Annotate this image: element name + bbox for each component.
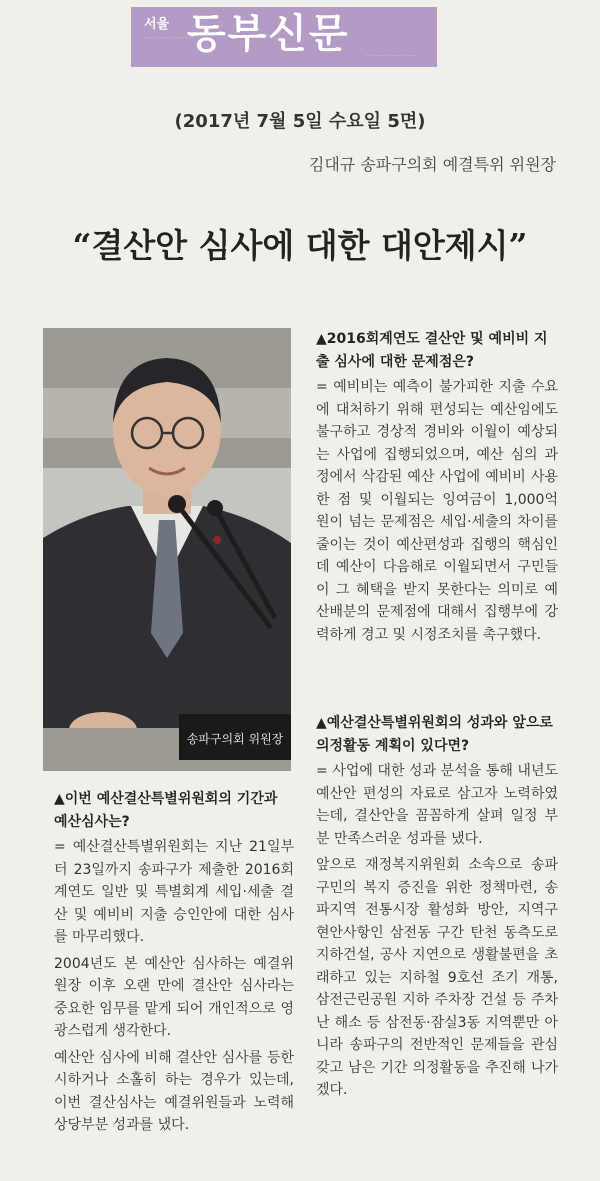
answer-1-paragraph-2: 2004년도 본 예산안 심사하는 예결위원장 이후 오랜 만에 결산안 심사라는 중요한 임무를 맡게 되어 개인적으로 영광스럽게 생각한다. xyxy=(54,955,294,1039)
masthead-tagline-decoration: · · · · · · · · · · · · · · · xyxy=(144,35,191,41)
answer-2-paragraph-1: = 예비비는 예측이 불가피한 지출 수요에 대처하기 위해 편성되는 예산임에도 불구하고 경상적 경비와 이월이 예상되는 사업에 집행되었으며, 예산 심의 과정에서 삭감된 예산 사업에 예비비 사용한 점 및 이월되는 잉여금이 1,000억 원이 넘는 문제점은 세입·세출의 차이를 줄이는 것이 예산편성과 집행의 핵심인데 예산이 다음해로 이월되면서 구민들이 그 혜택을 받지 못한다는 의미로 예산배분의 문제점에 대해서 집행부에 강력하게 경고 및 시정조치를 촉구했다. xyxy=(316,379,558,643)
answer-1-paragraph-1: = 예산결산특별위원회는 지난 21일부터 23일까지 송파구가 제출한 2016회계연도 일반 및 특별회계 세입·세출 결산 및 예비비 지출 승인안에 대한 심사를 마무리했다. xyxy=(54,839,294,945)
newspaper-masthead xyxy=(131,7,437,67)
answer-2 xyxy=(316,376,558,646)
question-3: ▲예산결산특별위원회의 성과와 앞으로 의정활동 계획이 있다면? xyxy=(316,715,553,754)
answer-3 xyxy=(316,760,558,1102)
nameplate-text: 송파구의회 위원장 xyxy=(186,732,284,746)
answer-3-paragraph-1: = 사업에 대한 성과 분석을 통해 내년도 예산안 편성의 자료로 삼고자 노력하였는데, 결산안을 꼼꼼하게 살펴 일정 부분 만족스러운 성과를 냈다. xyxy=(316,763,558,847)
byline: 김대규 송파구의회 예결특위 위원장 xyxy=(308,155,556,174)
masthead-footer-decoration: · · · · · · · · · · · · · · · · xyxy=(367,53,417,59)
headline: “결산안 심사에 대한 대안제시” xyxy=(72,226,528,265)
dateline: (2017년 7월 5일 수요일 5면) xyxy=(174,111,426,132)
masthead-title: 동부신문 xyxy=(187,11,350,57)
question-1: ▲이번 예산결산특별위원회의 기간과 예산심사는? xyxy=(54,791,278,830)
answer-3-paragraph-2: 앞으로 재정복지위원회 소속으로 송파구민의 복지 증진을 위한 정책마련, 송파지역 전통시장 활성화 방안, 지역구 현안사항인 삼전동 구간 탄천 동측도로 지하건설, 공사 지연으로 생활불편을 초래하고 있는 지하철 9호선 조기 개통, 삼전근린공원 지하 주차장 건설 등 주차난 해소 등 삼전동·잠실3동 지역뿐만 아니라 송파구의 전반적인 문제들을 관심 갖고 남은 기간 의정활동을 추진해 나가겠다. xyxy=(316,857,558,1098)
answer-1-paragraph-3: 예산안 심사에 비해 결산안 심사를 등한시하거나 소홀히 하는 경우가 있는데, 이번 결산심사는 예결위원들과 노력해 상당부분 성과를 냈다. xyxy=(54,1049,294,1133)
answer-1 xyxy=(54,836,294,1137)
question-2: ▲2016회계연도 결산안 및 예비비 지출 심사에 대한 문제점은? xyxy=(316,331,548,370)
masthead-small-text: 서울 xyxy=(144,17,170,32)
interview-photo xyxy=(43,328,291,771)
